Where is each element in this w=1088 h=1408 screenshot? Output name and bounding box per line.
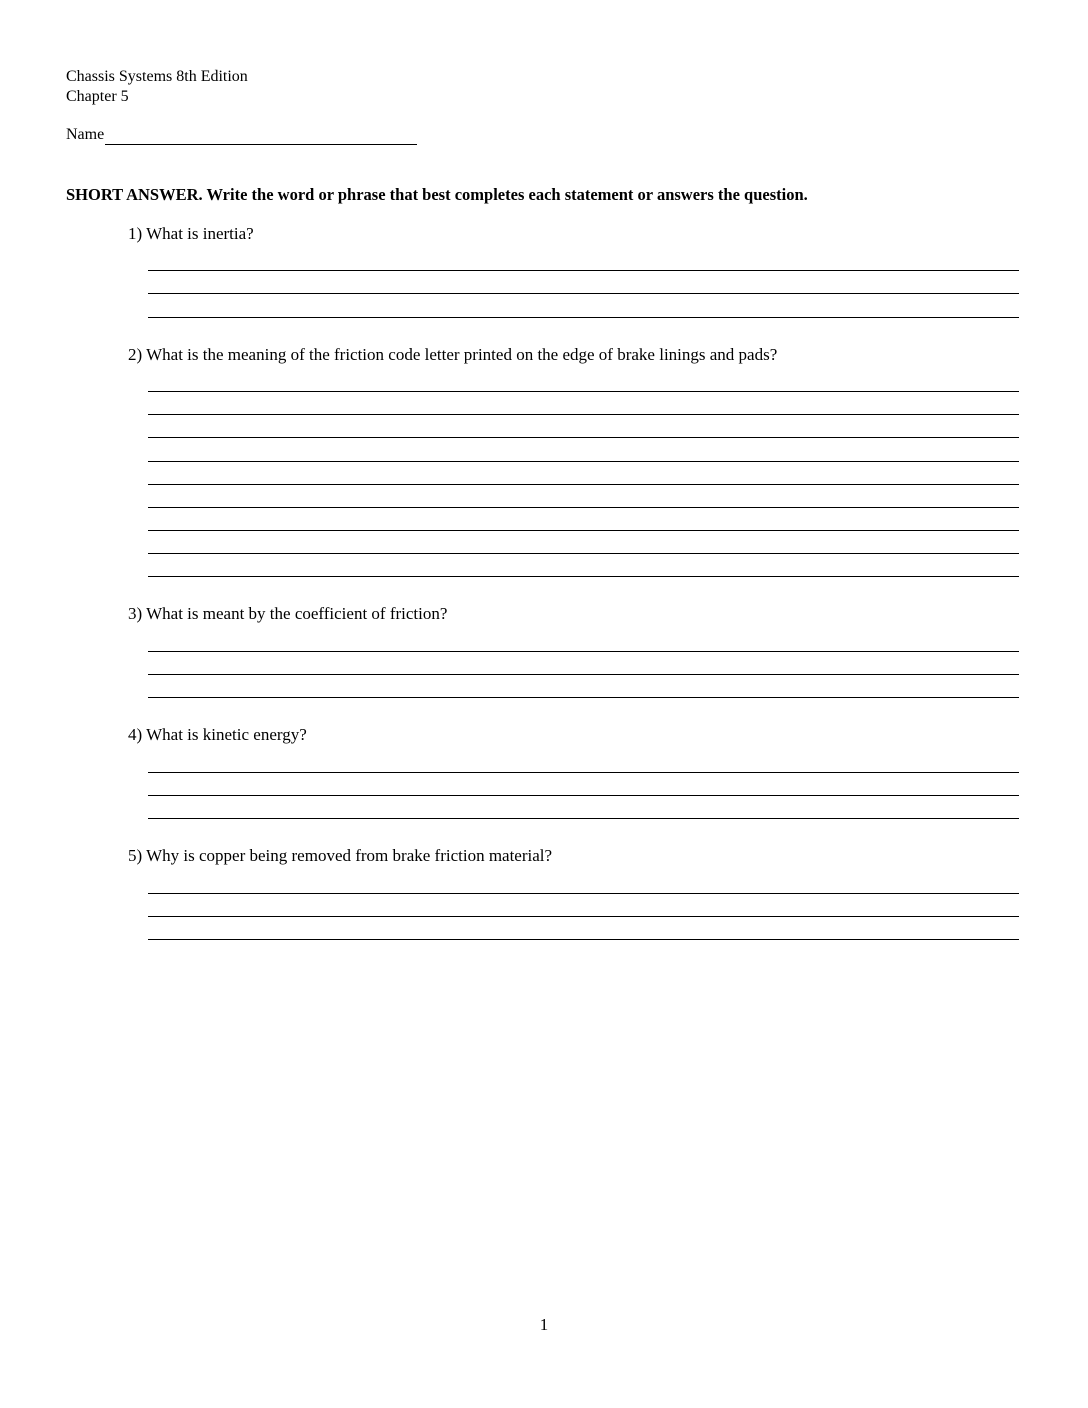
book-title: Chassis Systems 8th Edition (66, 68, 248, 85)
answer-line[interactable] (148, 414, 1019, 415)
question-1: 1) What is inertia? (128, 224, 254, 243)
answer-line[interactable] (148, 317, 1019, 318)
chapter-label: Chapter 5 (66, 88, 129, 105)
name-underline[interactable] (105, 126, 417, 145)
answer-line[interactable] (148, 553, 1019, 554)
answer-line[interactable] (148, 939, 1019, 940)
name-label: Name (66, 126, 105, 143)
answer-line[interactable] (148, 391, 1019, 392)
answer-line[interactable] (148, 818, 1019, 819)
answer-line[interactable] (148, 437, 1019, 438)
answer-line[interactable] (148, 795, 1019, 796)
page-number: 1 (539, 1315, 549, 1334)
answer-line[interactable] (148, 270, 1019, 271)
answer-line[interactable] (148, 293, 1019, 294)
answer-line[interactable] (148, 484, 1019, 485)
answer-line[interactable] (148, 697, 1019, 698)
question-3: 3) What is meant by the coefficient of friction? (128, 604, 448, 623)
instructions: SHORT ANSWER. Write the word or phrase that best completes each statement or answers the question. (66, 185, 808, 204)
answer-line[interactable] (148, 893, 1019, 894)
answer-line[interactable] (148, 576, 1019, 577)
question-5: 5) Why is copper being removed from brake friction material? (128, 846, 553, 865)
answer-line[interactable] (148, 461, 1019, 462)
answer-line[interactable] (148, 916, 1019, 917)
answer-line[interactable] (148, 674, 1019, 675)
answer-line[interactable] (148, 772, 1019, 773)
question-4: 4) What is kinetic energy? (128, 725, 307, 744)
question-2: 2) What is the meaning of the friction code letter printed on the edge of brake linings and pads? (128, 345, 778, 364)
answer-line[interactable] (148, 507, 1019, 508)
answer-line[interactable] (148, 530, 1019, 531)
answer-line[interactable] (148, 651, 1019, 652)
name-field[interactable] (66, 125, 417, 145)
